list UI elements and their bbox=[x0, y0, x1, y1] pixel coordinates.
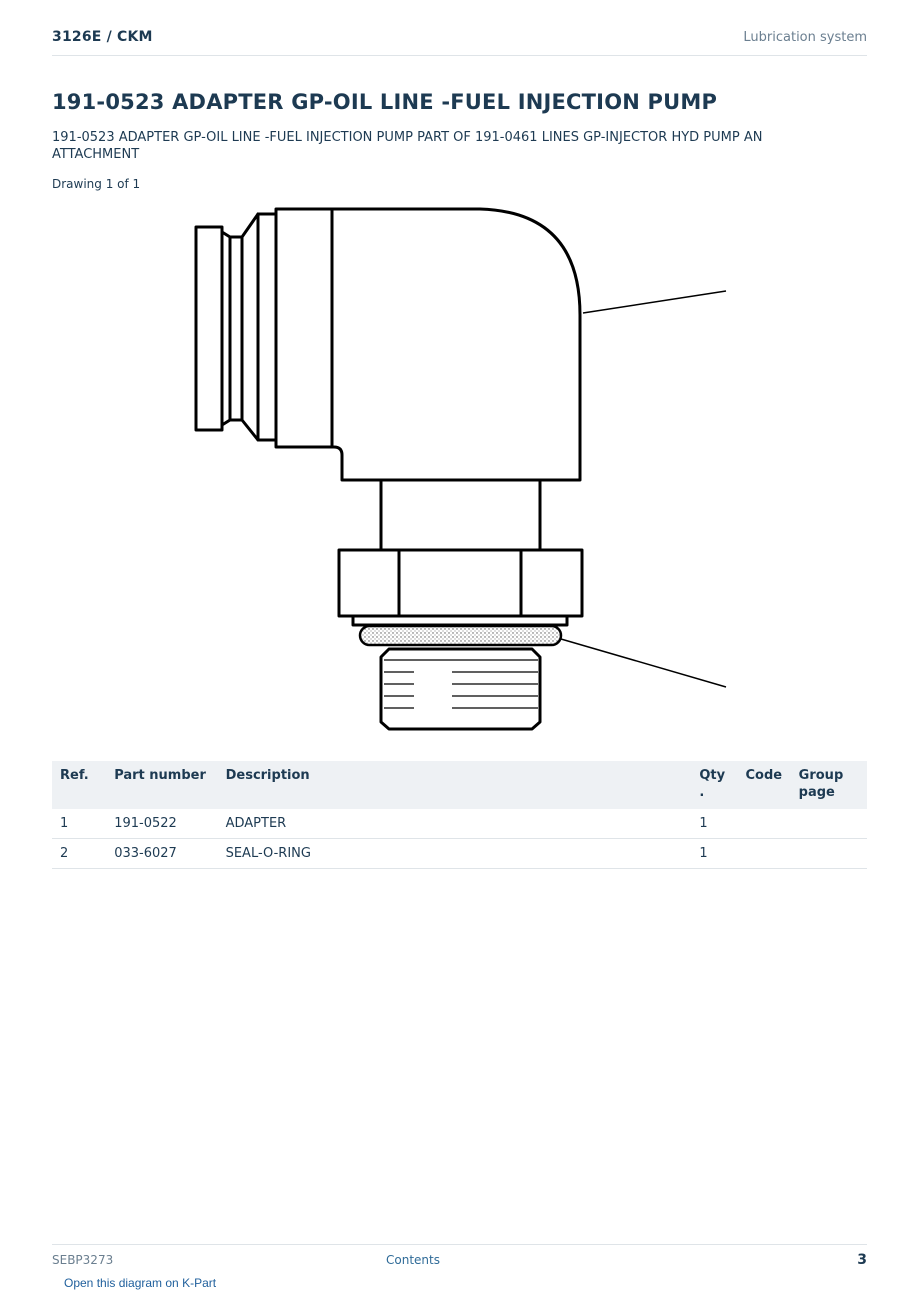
document-model: 3126E / CKM bbox=[52, 29, 153, 45]
header-divider bbox=[52, 55, 867, 56]
cell-ref: 2 bbox=[52, 839, 106, 869]
parts-table bbox=[52, 761, 867, 869]
cell-code bbox=[737, 839, 790, 869]
cell-description: SEAL-O-RING bbox=[218, 839, 692, 869]
cell-description: ADAPTER bbox=[218, 809, 692, 839]
contents-link[interactable]: Contents bbox=[386, 1253, 440, 1267]
cell-qty: 1 bbox=[691, 809, 737, 839]
header-description: Description bbox=[218, 761, 692, 809]
elbow-neck bbox=[381, 480, 540, 550]
parts-diagram bbox=[180, 195, 740, 740]
threaded-end bbox=[381, 649, 540, 729]
cell-part-number: 033-6027 bbox=[106, 839, 217, 869]
drawing-label: Drawing 1 of 1 bbox=[52, 177, 141, 191]
cell-qty: 1 bbox=[691, 839, 737, 869]
open-k-part-link[interactable]: Open this diagram on K-Part bbox=[64, 1276, 217, 1290]
leader-line-adapter bbox=[583, 291, 726, 313]
page-number: 3 bbox=[857, 1252, 867, 1268]
cell-part-number: 191-0522 bbox=[106, 809, 217, 839]
cell-ref: 1 bbox=[52, 809, 106, 839]
table-row bbox=[52, 809, 867, 839]
cell-group-page bbox=[791, 839, 867, 869]
hex-nut bbox=[339, 550, 582, 625]
leader-line-seal bbox=[561, 639, 726, 687]
footer-divider bbox=[52, 1244, 867, 1245]
cell-code bbox=[737, 809, 790, 839]
header-qty: Qty . bbox=[691, 761, 737, 809]
elbow-body bbox=[276, 209, 580, 480]
header-part-number: Part number bbox=[106, 761, 217, 809]
document-id: SEBP3273 bbox=[52, 1253, 114, 1267]
header-group-page: Group page bbox=[791, 761, 867, 809]
cell-group-page bbox=[791, 809, 867, 839]
page-subtitle: 191-0523 ADAPTER GP-OIL LINE -FUEL INJECTION PUMP PART OF 191-0461 LINES GP-INJECTOR HYD PUMP AN ATTACHMENT bbox=[52, 130, 763, 162]
header-ref: Ref. bbox=[52, 761, 106, 809]
page-title: 191-0523 ADAPTER GP-OIL LINE -FUEL INJECTION PUMP bbox=[52, 90, 718, 114]
table-header-row bbox=[52, 761, 867, 809]
section-name: Lubrication system bbox=[743, 30, 867, 45]
fitting-nose bbox=[196, 214, 276, 440]
header-code: Code bbox=[737, 761, 790, 809]
table-row bbox=[52, 839, 867, 869]
o-ring-seal bbox=[360, 626, 561, 645]
